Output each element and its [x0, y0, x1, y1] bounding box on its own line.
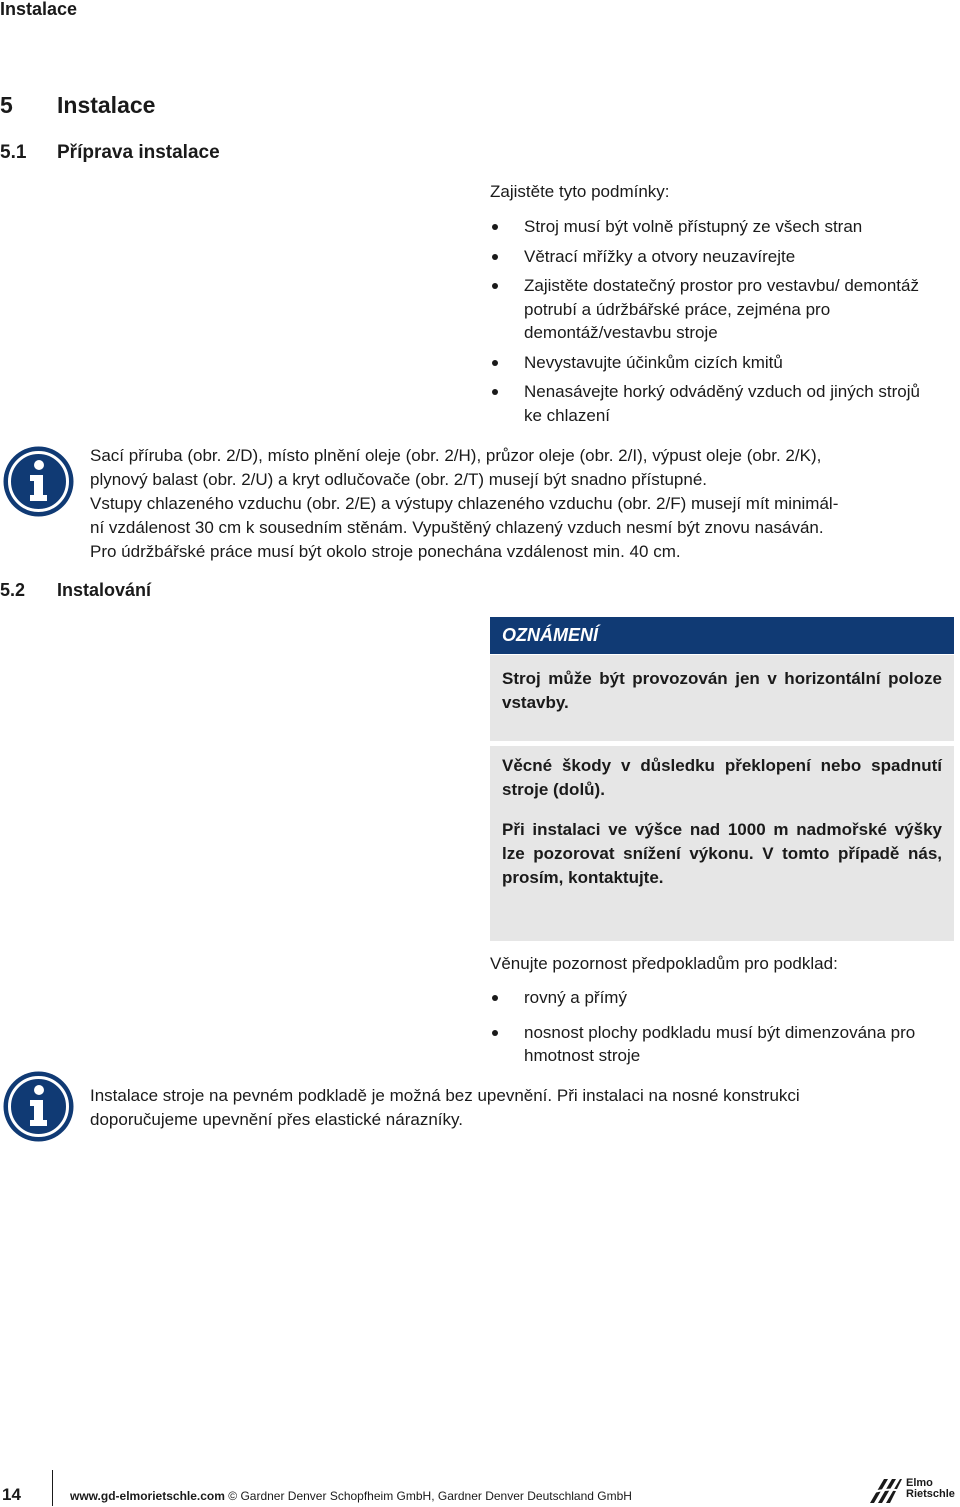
section-5-1-heading	[0, 141, 220, 165]
logo-line-1: Elmo	[906, 1477, 933, 1489]
info-icon	[2, 445, 75, 518]
info-line: doporučujeme upevnění přes elastické nárazníky.	[90, 1110, 463, 1129]
footer-url[interactable]: www.gd-elmorietschle.com	[70, 1489, 225, 1503]
list-item: Nevystavujte účinkům cizích kmitů	[490, 351, 952, 375]
section-5-2-conditions	[490, 986, 952, 1068]
info-line: Pro údržbářské práce musí být okolo stroje ponechána vzdálenost min. 40 cm.	[90, 542, 681, 561]
info-line: ní vzdálenost 30 cm k sousedním stěnám. Vypuštěný chlazený vzduch nesmí být znovu nasáván.	[90, 518, 824, 537]
notice-box	[490, 655, 954, 941]
list-item: Nenasávejte horký odváděný vzduch od jiných strojů ke chlazení	[490, 380, 952, 427]
section-5-2-title: Instalování	[57, 580, 152, 600]
notice-text-2: Věcné škody v důsledku překlopení nebo spadnutí stroje (dolů).	[502, 756, 942, 799]
info-line: Sací příruba (obr. 2/D), místo plnění oleje (obr. 2/H), průzor oleje (obr. 2/I), výpust oleje (obr. 2/K),	[90, 446, 822, 465]
list-item: Větrací mřížky a otvory neuzavírejte	[490, 245, 952, 269]
list-item: Stroj musí být volně přístupný ze všech stran	[490, 215, 952, 239]
info-line: Instalace stroje na pevném podkladě je možná bez upevnění. Při instalaci na nosné konstrukci	[90, 1086, 800, 1105]
section-5-title: Instalace	[57, 92, 156, 118]
info-line: Vstupy chlazeného vzduchu (obr. 2/E) a výstupy chlazeného vzduchu (obr. 2/F) musejí mít minimál-	[90, 494, 839, 513]
notice-heading: OZNÁMENÍ	[490, 617, 954, 654]
section-5-heading	[0, 91, 155, 119]
list-item: Zajistěte dostatečný prostor pro vestavbu/ demontáž potrubí a údržbářské práce, zejména pro demontáž/vestavbu stroje	[490, 274, 952, 345]
elmo-rietschle-logo	[866, 1473, 958, 1507]
section-5-number: 5	[0, 92, 13, 118]
section-5-1-conditions	[490, 215, 952, 427]
footer-text	[70, 1488, 632, 1504]
page-header-title: Instalace	[0, 0, 78, 19]
section-5-1-title: Příprava instalace	[57, 142, 220, 163]
logo-text	[906, 1478, 955, 1500]
footer-copyright: © Gardner Denver Schopfheim GmbH, Gardner Denver Deutschland GmbH	[228, 1489, 632, 1503]
section-5-2-number: 5.2	[0, 580, 26, 600]
section-5-1-intro: Zajistěte tyto podmínky:	[490, 182, 670, 201]
section-5-1-info-text	[90, 444, 952, 564]
section-5-2-intro: Věnujte pozornost předpokladům pro podklad:	[490, 954, 838, 973]
notice-divider	[490, 741, 954, 746]
info-line: plynový balast (obr. 2/U) a kryt odlučovače (obr. 2/T) musejí být snadno přístupné.	[90, 470, 708, 489]
page-number: 14	[2, 1485, 21, 1504]
info-icon	[2, 1070, 75, 1143]
section-5-2-info-text	[90, 1084, 952, 1132]
section-5-2-heading	[0, 578, 151, 602]
footer-divider	[52, 1470, 53, 1506]
elmo-rietschle-logo-mark	[866, 1477, 902, 1505]
notice-text-3: Při instalaci ve výšce nad 1000 m nadmořské výšky lze pozorovat snížení výkonu. V tomto případě nás, prosím, kontaktujte.	[502, 820, 942, 887]
list-item: nosnost plochy podkladu musí být dimenzována pro hmotnost stroje	[490, 1021, 952, 1068]
logo-line-2: Rietschle	[906, 1488, 955, 1500]
notice-text-1: Stroj může být provozován jen v horizontální poloze vstavby.	[502, 669, 942, 712]
list-item: rovný a přímý	[490, 986, 952, 1010]
section-5-1-number: 5.1	[0, 142, 27, 163]
